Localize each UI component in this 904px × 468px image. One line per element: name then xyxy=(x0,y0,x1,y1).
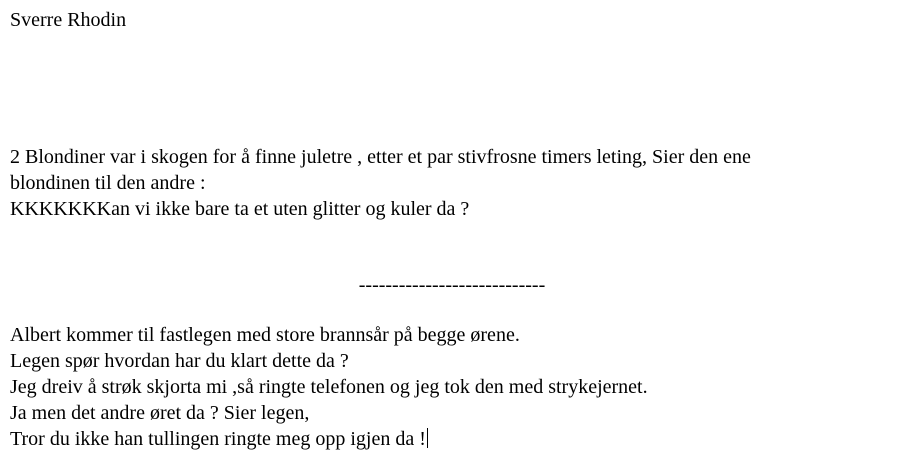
joke-albert-line-2: Legen spør hvordan har du klart dette da ? xyxy=(10,350,349,372)
joke-albert-line-3: Jeg dreiv å strøk skjorta mi ,så ringte telefonen og jeg tok den med strykejernet. xyxy=(10,376,648,398)
document-body[interactable] xyxy=(10,7,890,450)
separator-line: ---------------------------- xyxy=(358,274,546,296)
joke-albert-line-5-wrap xyxy=(10,426,648,452)
joke-albert-line-4: Ja men det andre øret da ? Sier legen, xyxy=(10,402,310,424)
joke-blondes-line-1: 2 Blondiner var i skogen for å finne juletre , etter et par stivfrosne timers leting, Sier den ene xyxy=(10,146,751,168)
joke-albert xyxy=(10,322,648,452)
text-cursor xyxy=(427,428,428,448)
joke-blondes xyxy=(10,144,890,222)
author-name: Sverre Rhodin xyxy=(10,9,127,31)
joke-albert-line-1: Albert kommer til fastlegen med store brannsår på begge ørene. xyxy=(10,324,520,346)
joke-albert-line-5: Tror du ikke han tullingen ringte meg opp igjen da ! xyxy=(10,428,426,450)
joke-blondes-line-3: KKKKKKKan vi ikke bare ta et uten glitter og kuler da ? xyxy=(10,198,470,220)
joke-blondes-line-2: blondinen til den andre : xyxy=(10,172,206,194)
